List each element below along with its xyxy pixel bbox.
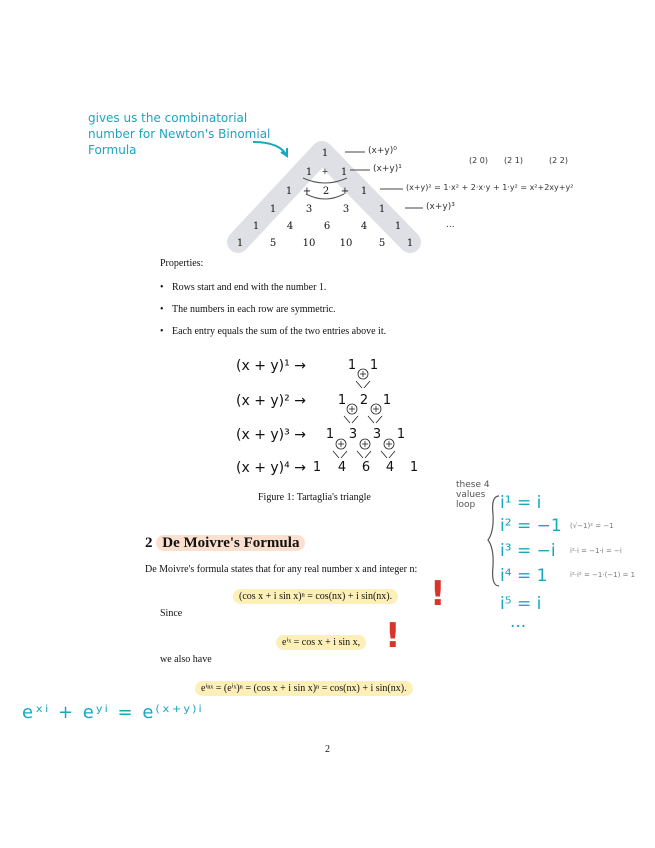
i-power-1: i¹ = i [500,493,542,513]
pascal-cell: 5 [269,238,277,249]
since-text: Since [160,608,183,619]
handwritten-annotation-top: gives us the combinatorial number for Newton's Binomial Formula [88,111,271,157]
intro-paragraph: De Moivre's formula states that for any real number x and integer n: [145,564,418,575]
equation-euler: eⁱˣ = cos x + i sin x, [276,632,366,650]
figure-cell: 1 [382,393,392,408]
side-label-power1: (x+y)¹ [373,164,402,174]
pascal-plus: + [340,186,350,197]
figure-cell: 4 [385,460,395,475]
pascal-cell: 1 [305,167,313,178]
figure-row-label: (x + y)¹ → [236,358,306,374]
pascal-plus: + [321,167,329,176]
i-power-4: i⁴ = 1 [500,566,548,586]
figure-cell: 1 [409,460,419,475]
exclamation-mark: ! [385,616,401,656]
pascal-ellipsis: ... [446,220,455,230]
figure-cell: 1 [325,427,335,442]
figure-cell: 6 [361,460,371,475]
i-power-3: i³ = −i [500,541,556,561]
pascal-cell: 2 [322,186,330,197]
pascal-cell: 10 [302,238,316,249]
i-power-ellipsis: ... [510,612,527,632]
list-item: • The numbers in each row are symmetric. [160,304,386,326]
side-label-power3: (x+y)³ [426,202,455,212]
figure-cell: 2 [359,393,369,408]
section-title-text: De Moivre's Formula [156,535,305,551]
figure-cell: 4 [337,460,347,475]
figure-row-label: (x + y)³ → [236,427,306,443]
pascal-cell: 1 [285,186,293,197]
page-number: 2 [325,744,330,755]
equation-de-moivre: (cos x + i sin x)ⁿ = cos(nx) + i sin(nx). [233,586,398,604]
binom-2-0: (2 0) [469,156,488,165]
figure-cell: 1 [312,460,322,475]
handwritten-bottom-equation: eˣⁱ + eʸⁱ = e⁽ˣ⁺ʸ⁾ⁱ [22,702,204,723]
also-text: we also have [160,654,212,665]
pascal-cell: 1 [378,204,386,215]
pascal-cell: 5 [378,238,386,249]
list-item: • Each entry equals the sum of the two entries above it. [160,326,386,348]
side-note: i²·i² = −1·(−1) = 1 [570,571,636,579]
i-power-2: i² = −1 [500,516,562,536]
section-number: 2 [145,535,153,551]
pascal-cell: 1 [236,238,244,249]
pascal-cell: 10 [339,238,353,249]
pascal-cell: 3 [342,204,350,215]
pascal-cell: 1 [321,148,329,159]
figure-cell: 1 [337,393,347,408]
side-note: (√−1)² = −1 [570,522,614,530]
pascal-plus: + [302,186,312,197]
pascal-cell: 1 [394,221,402,232]
binom-2-1: (2 1) [504,156,523,165]
section-title [145,535,305,552]
figure-row-label: (x + y)² → [236,393,306,409]
pascal-cell: 1 [252,221,260,232]
pascal-cell: 6 [323,221,331,232]
exclamation-mark: ! [430,574,446,614]
i-power-5: i⁵ = i [500,594,542,614]
pascal-cell: 4 [286,221,294,232]
pascal-cell: 1 [340,167,348,178]
pascal-cell: 4 [360,221,368,232]
equation-combined: eⁱⁿˣ = (eⁱˣ)ⁿ = (cos x + i sin x)ⁿ = cos(nx) + i sin(nx). [195,678,413,696]
list-item: • Rows start and end with the number 1. [160,282,386,304]
handwritten-note-loop: these 4 values loop [456,480,490,510]
figure-row-label: (x + y)⁴ → [236,460,306,476]
figure-caption: Figure 1: Tartaglia's triangle [258,492,371,503]
side-label-power2: (x+y)² = 1·x² + 2·x·y + 1·y² = x²+2xy+y² [406,183,574,192]
pascal-cell: 3 [305,204,313,215]
figure-cell: 3 [348,427,358,442]
pascal-cell: 1 [406,238,414,249]
side-note: i²·i = −1·i = −i [570,547,622,555]
side-label-power0: (x+y)⁰ [368,146,397,156]
pascal-cell: 1 [269,204,277,215]
figure-cell: 1 [396,427,406,442]
figure-cell: 1 [369,358,379,373]
binom-2-2: (2 2) [549,156,568,165]
figure-cell: 1 [347,358,357,373]
figure-cell: 3 [372,427,382,442]
pascal-cell: 1 [360,186,368,197]
properties-heading: Properties: [160,258,204,269]
